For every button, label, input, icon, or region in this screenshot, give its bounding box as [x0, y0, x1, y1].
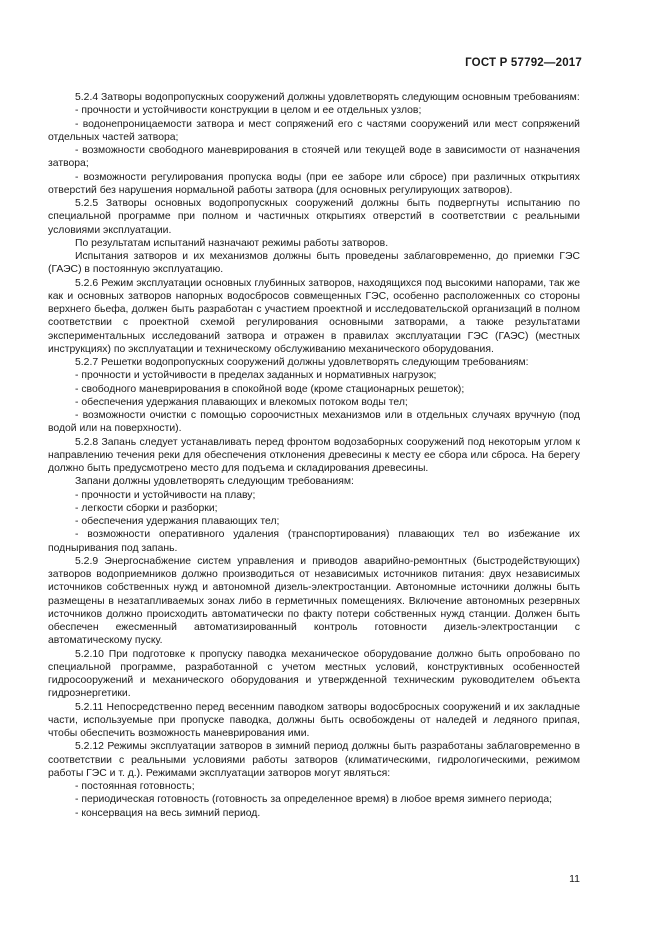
list-item: - консервация на весь зимний период. [75, 807, 261, 819]
paragraph: Испытания затворов и их механизмов должны быть проведены заблаговременно, до приемки ГЭС (ГАЭС) в постоянную эксплуатацию. [48, 251, 580, 276]
list-item: - прочности и устойчивости конструкции в целом и ее отдельных узлов; [75, 105, 422, 117]
paragraph: 5.2.9 Энергоснабжение систем управления и приводов аварийно-ремонтных (быстродействующих) затворов водоприемников должно производиться от независимых источников питания: двух независимых источников собственных нужд и автономной дизель-электростанции. Автономные источники должны быть размещены в незатапливаемых зонах либо в герметичных помещениях. Включение автономных резервных источников должно происходить автоматически по факту потери собственных нужд станции. Должен быть обеспечен ежесменный автоматизированный контроль готовности дизель-электростанции с автоматическому пуску. [48, 555, 580, 647]
list-item: - возможности свободного маневрирования в стоячей или текущей воде в зависимости от назначения затвора; [48, 145, 580, 170]
paragraph: 5.2.6 Режим эксплуатации основных глубинных затворов, находящихся под высокими напорами, так же как и основных затворов напорных водосбросов совмещенных ГЭС, особенно расположенных со стороны верхнего бьефа, должен быть разработан с участием проектной и исследовательской организаций в полном соответствии с проектной схемой регулирования основными затворами, а также результатами экспериментальных исследований затвора и отражен в правилах эксплуатации ГЭС (ГАЭС) (местных инструкциях) по эксплуатации и техническому обслуживанию механического оборудования. [48, 277, 580, 355]
paragraph: 5.2.7 Решетки водопропускных сооружений должны удовлетворять следующим требованиям: [75, 357, 529, 368]
list-item: - свободного маневрирования в спокойной воде (кроме стационарных решеток); [75, 383, 465, 395]
paragraph: По результатам испытаний назначают режимы работы затворов. [75, 237, 389, 249]
paragraph: Запани должны удовлетворять следующим требованиям: [75, 476, 354, 488]
list-item: - постоянная готовность; [75, 781, 195, 792]
list-item: - водонепроницаемости затвора и мест сопряжений его с частями сооружений или мест сопряжений отдельных частей затвора; [48, 118, 580, 143]
paragraph: 5.2.10 При подготовке к пропуску паводка механическое оборудование должно быть опробовано по специальной программе, разработанной с учетом местных условий, конструктивных особенностей гидросооружений и механического оборудования и утвержденной техническим руководителем объекта гидроэнергетики. [48, 648, 580, 700]
page-number: 11 [569, 873, 580, 885]
list-item: - периодическая готовность (готовность за определенное время) в любое время зимнего периода; [75, 794, 553, 806]
list-item: - легкости сборки и разборки; [75, 502, 218, 514]
list-item: - обеспечения удержания плавающих тел; [75, 516, 280, 527]
paragraph: 5.2.5 Затворы основных водопропускных сооружений должны быть подвергнуты испытанию по специальной программе при полном и частичных открытиях отверстий в соответствии с реальными условиями эксплуатации. [48, 198, 580, 236]
document-body [48, 91, 580, 820]
list-item: - возможности оперативного удаления (транспортирования) плавающих тел во избежание их подныривания под запань. [48, 529, 580, 554]
list-item: - прочности и устойчивости в пределах заданных и нормативных нагрузок; [75, 370, 437, 382]
list-item: - обеспечения удержания плавающих и влекомых потоком воды тел; [75, 396, 408, 408]
list-item: - прочности и устойчивости на плаву; [75, 489, 256, 501]
paragraph: 5.2.8 Запань следует устанавливать перед фронтом водозаборных сооружений под некоторым углом к направлению течения реки для обеспечения отклонения древесины к месту ее сбора или сброса. На берегу должно быть предусмотрено место для подъема и складирования древесины. [48, 436, 580, 474]
paragraph: 5.2.4 Затворы водопропускных сооружений должны удовлетворять следующим основным требованиям: [75, 92, 580, 103]
list-item: - возможности очистки с помощью сороочистных механизмов или в отдельных случаях вручную (под водой или на поверхности). [48, 410, 580, 435]
paragraph: 5.2.11 Непосредственно перед весенним паводком затворы водосбросных сооружений и их закладные части, используемые при пропуске паводка, должны быть освобождены от наледей и ледяного припая, чтобы обеспечить возможность маневрирования ими. [48, 701, 580, 739]
standard-header: ГОСТ Р 57792—2017 [465, 57, 582, 69]
paragraph: 5.2.12 Режимы эксплуатации затворов в зимний период должны быть разработаны заблаговременно в соответствии с реальными условиями работы затворов (климатическими, гидрологическими, режимом работы ГЭС и т. д.). Режимами эксплуатации затворов могут являться: [48, 741, 580, 779]
list-item: - возможности регулирования пропуска воды (при ее заборе или сбросе) при различных открытиях отверстий без нарушения нормальной работы затвора (для основных регулирующих затворов). [48, 171, 580, 196]
